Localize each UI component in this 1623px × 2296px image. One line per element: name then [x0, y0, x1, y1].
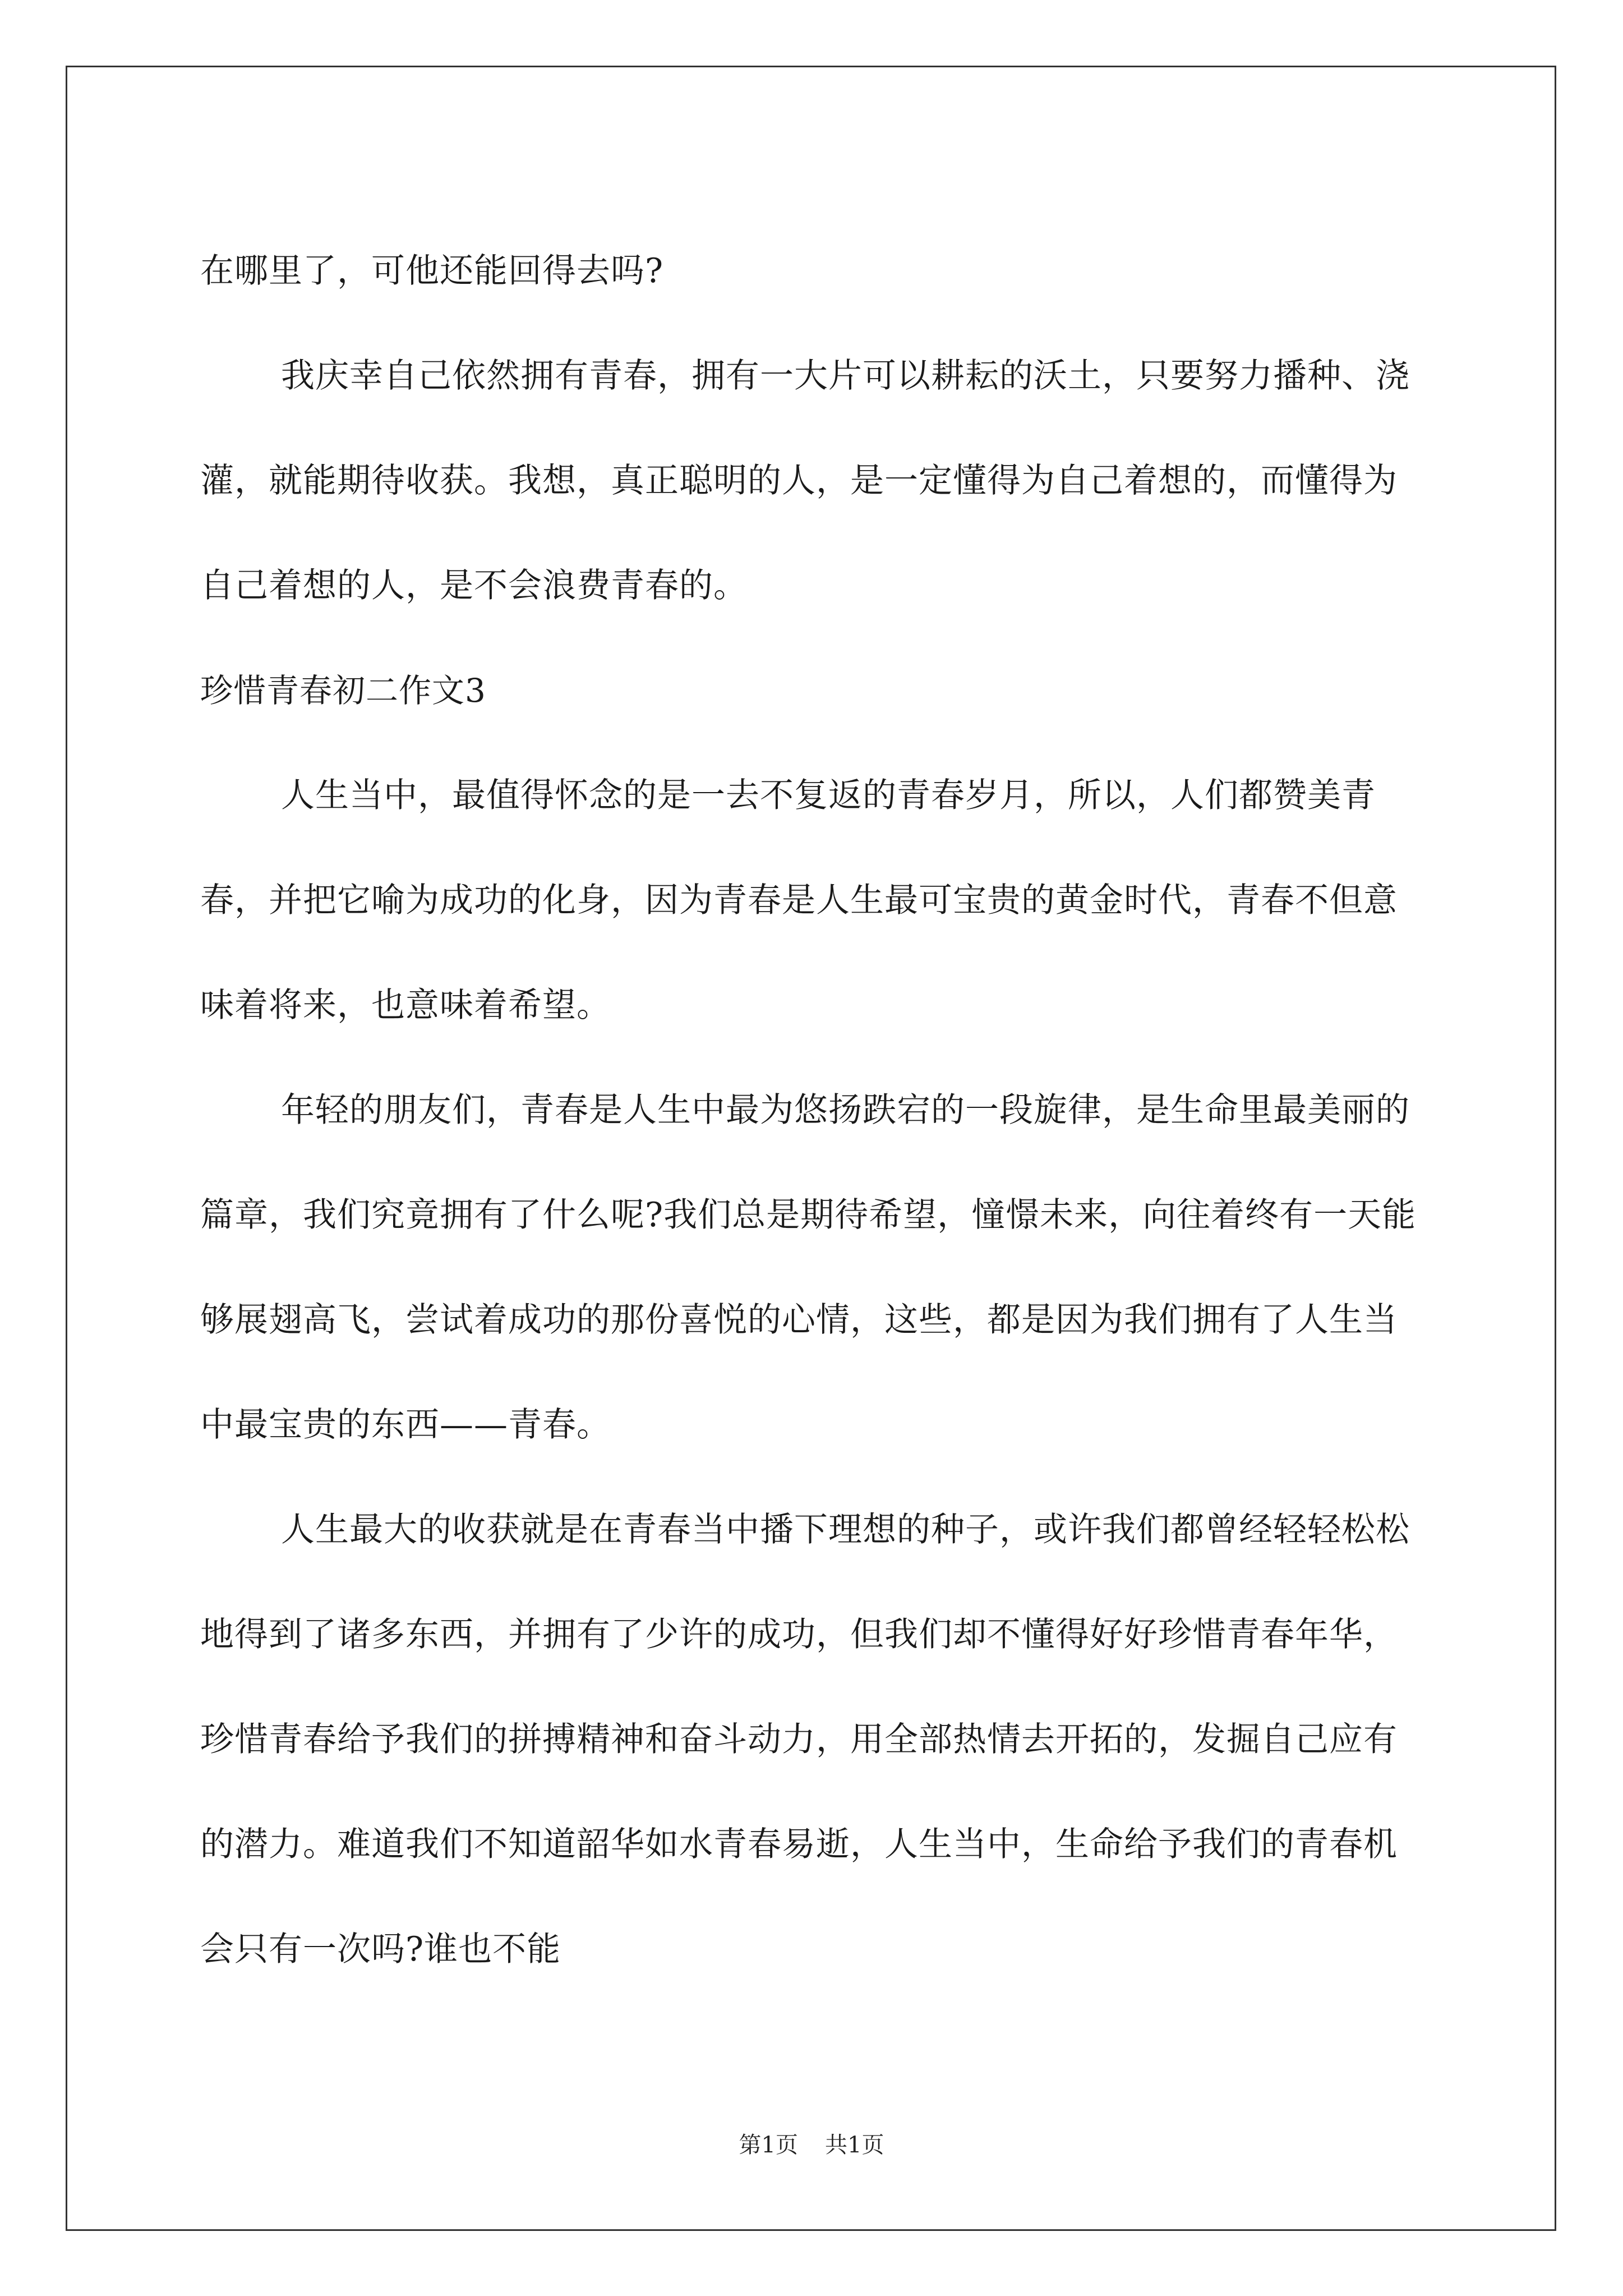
paragraph: 年轻的朋友们，青春是人生中最为悠扬跌宕的一段旋律，是生命里最美丽的篇章，我们究竟拥有了什么呢?我们总是期待希望，憧憬未来，向往着终有一天能够展翅高飞，尝试着成功的那份喜悦的心情，这些，都是因为我们拥有了人生当中最宝贵的东西——青春。 — [200, 1091, 1417, 1444]
essay-title: 珍惜青春初二作文3 — [200, 671, 486, 710]
page-total: 共1页 — [825, 2132, 884, 2158]
paragraph-continuation: 在哪里了，可他还能回得去吗? — [200, 251, 664, 291]
paragraph: 人生最大的收获就是在青春当中播下理想的种子，或许我们都曾经轻轻松松地得到了诸多东西，并拥有了少许的成功，但我们却不懂得好好珍惜青春年华，珍惜青春给予我们的拼搏精神和奋斗动力，用全部热情去开拓的，发掘自己应有的潜力。难道我们不知道韶华如水青春易逝，人生当中，生命给予我们的青春机会只有一次吗?谁也不能 — [200, 1510, 1410, 1969]
document-body — [200, 219, 1428, 2002]
paragraph: 我庆幸自己依然拥有青春，拥有一大片可以耕耘的沃土，只要努力播种、浇灌，就能期待收获。我想，真正聪明的人，是一定懂得为自己着想的，而懂得为自己着想的人，是不会浪费青春的。 — [200, 356, 1410, 605]
page-number: 第1页 — [739, 2132, 798, 2158]
paragraph: 人生当中，最值得怀念的是一去不复返的青春岁月，所以，人们都赞美青春，并把它喻为成功的化身，因为青春是人生最可宝贵的黄金时代，青春不但意味着将来，也意味着希望。 — [200, 776, 1398, 1025]
page-footer — [0, 2127, 1623, 2159]
